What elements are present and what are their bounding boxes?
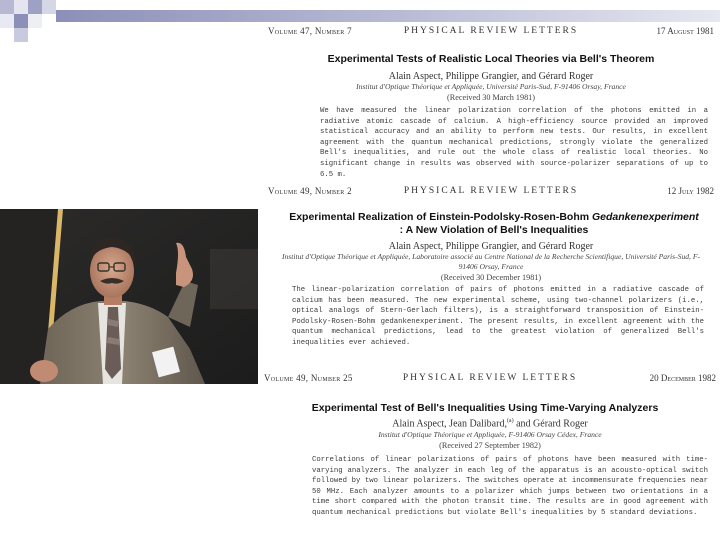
- paper-abstract: Correlations of linear polarizations of pairs of photons have been measured with time-varying analyzers. The analyzer in each leg of the apparatus is an acousto-optical switch followed by two linear polarizers. The switches operate at incommensurate frequencies near 50 MHz. Each analyzer amounts to a polarizer which jumps between two orientations in a time short compared with the photon transit time. The results are in good agreement with quantum mechanical predictions but violate Bell's inequalities by 5 standard deviations.: [312, 456, 708, 517]
- paper-authors-post: and Gérard Roger: [513, 418, 588, 430]
- paper-abstract: We have measured the linear polarization correlation of the photons emitted in a radiative atomic cascade of calcium. A high-efficiency source provided an improved statistical accuracy and an ability to perform new tests. Our results, in excellent agreement with the quantum mechanical predictions, strongly violate the generalized Bell's inequalities, and rule out the whole class of realistic local theories. No significant change in results was observed with source-polarizer separations of up to 6.5 m.: [320, 107, 708, 179]
- paper-authors: Alain Aspect, Philippe Grangier, and Gérard Roger: [388, 241, 594, 252]
- paper-1981: [268, 22, 714, 179]
- paper-abstract: The linear-polarization correlation of pairs of photons emitted in a radiative cascade of calcium has been measured. The new experimental scheme, using two-channel polarizers (i.e., optical analogs of Stern-Gerlach filters), is a straightforward transposition of Einstein-Podolsky-Rosen-Bohm gedankenexperiment. The present results, in excellent agreement with the quantum mechanical predictions, lead to the greatest violation of generalized Bell's inequalities ever achieved.: [292, 286, 704, 347]
- journal-name: PHYSICAL REVIEW LETTERS: [403, 26, 579, 36]
- paper-title: [274, 211, 714, 237]
- footnote-marker: (a): [506, 418, 514, 424]
- paper-title-line2: : A New Violation of Bell's Inequalities: [399, 224, 589, 236]
- paper-title-main: Experimental Realization of Einstein-Podolsky-Rosen-Bohm: [289, 211, 590, 223]
- paper-received: (Received 30 March 1981): [447, 93, 535, 102]
- paper-1982-december: [264, 369, 716, 539]
- paper-date: 12 July 1982: [667, 186, 714, 196]
- paper-date: 17 August 1981: [656, 26, 714, 36]
- portrait-photo: [0, 209, 258, 384]
- paper-institution: Institut d'Optique Théorique et Appliquée, Université Paris-Sud, F-91406 Orsay, France: [356, 82, 626, 91]
- paper-received: (Received 30 December 1981): [440, 273, 542, 282]
- portrait-photo-icon: [0, 209, 258, 384]
- paper-authors: Alain Aspect, Philippe Grangier, and Gérard Roger: [388, 71, 594, 82]
- paper-title: Experimental Tests of Realistic Local Theories via Bell's Theorem: [327, 53, 655, 65]
- paper-institution: Institut d'Optique Théorique et Appliquée, F-91406 Orsay Cédex, France: [378, 430, 602, 439]
- paper-volume: Volume 49, Number 2: [268, 186, 352, 196]
- paper-authors: [264, 418, 716, 429]
- paper-1982-july: [268, 183, 714, 373]
- paper-volume: Volume 49, Number 25: [264, 373, 353, 383]
- paper-authors-pre: Alain Aspect, Jean Dalibard,: [392, 418, 507, 430]
- paper-title: Experimental Test of Bell's Inequalities Using Time-Varying Analyzers: [311, 402, 659, 414]
- paper-date: 20 December 1982: [649, 373, 716, 383]
- journal-name: PHYSICAL REVIEW LETTERS: [403, 186, 579, 196]
- paper-received: (Received 27 September 1982): [439, 441, 541, 450]
- paper-title-italic: Gedankenexperiment: [592, 211, 699, 223]
- paper-volume: Volume 47, Number 7: [268, 26, 352, 36]
- journal-name: PHYSICAL REVIEW LETTERS: [402, 373, 578, 383]
- paper-institution: Institut d'Optique Théorique et Appliquée, Laboratoire associé au Centre National de la Recherche Scientifique, Université Paris-Sud, F-91406 Orsay, France: [281, 252, 700, 271]
